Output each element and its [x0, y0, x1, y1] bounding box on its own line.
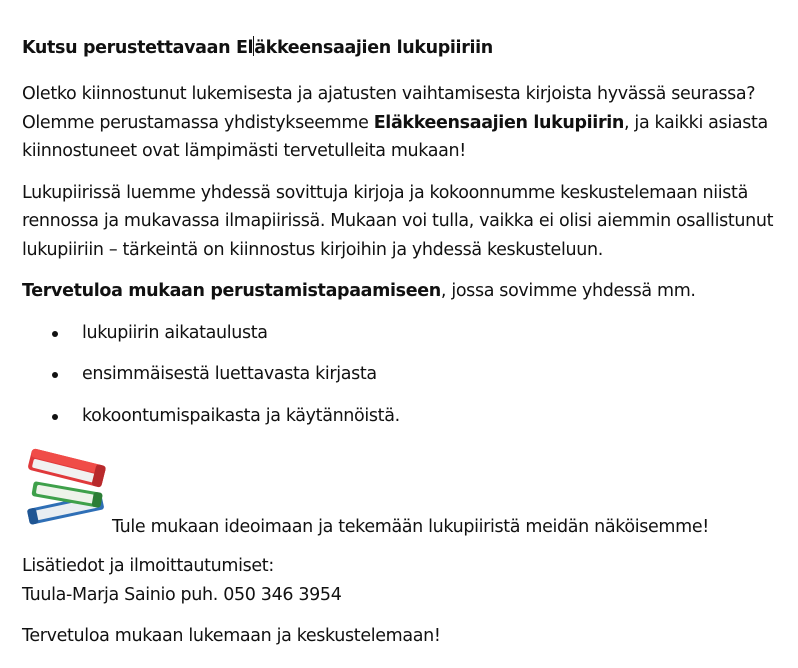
list-item[interactable]	[22, 360, 790, 388]
list-item-text: lukupiirin aikataulusta	[82, 322, 268, 343]
club-name-bold: Eläkkeensaajien lukupiirin	[373, 112, 624, 133]
contact-paragraph[interactable]	[22, 552, 790, 609]
intro-paragraph[interactable]	[22, 80, 790, 166]
meeting-text: , jossa sovimme yhdessä mm.	[440, 281, 696, 301]
contact-person: Tuula-Marja Sainio puh. 050 346 3954	[22, 584, 342, 605]
meeting-paragraph[interactable]	[22, 277, 790, 306]
books-emoji-icon	[22, 443, 112, 533]
list-item[interactable]	[22, 319, 790, 347]
contact-heading: Lisätiedot ja ilmoittautumiset:	[22, 556, 274, 576]
intro-text-start: Oletko kiinnostunut lukemisesta ja ajatusten vaihtamisesta kirjoista hyvässä seurassa? Olemme perustamassa yhdistykseemme	[22, 84, 756, 133]
books-caption[interactable]: Tule mukaan ideoimaan ja tekemään lukupiiristä meidän näköisemme!	[112, 517, 709, 537]
intro-text-end: , ja kaikki asiasta kiinnostuneet ovat lämpimästi tervetulleita mukaan!	[22, 112, 768, 161]
books-line	[22, 443, 790, 535]
bullet-icon	[52, 414, 58, 420]
closing-paragraph[interactable]: Tervetuloa mukaan lukemaan ja keskustelemaan!	[22, 626, 441, 646]
agenda-list	[22, 319, 790, 430]
meeting-invite-bold: Tervetuloa mukaan perustamistapaamiseen	[22, 281, 441, 301]
list-item-text: ensimmäisestä luettavasta kirjasta	[82, 364, 377, 384]
title-text-end: äkkeensaajien lukupiiriin	[254, 38, 493, 58]
bullet-icon	[52, 331, 58, 337]
bullet-icon	[52, 372, 58, 378]
list-item[interactable]	[22, 402, 790, 430]
document-title[interactable]	[22, 34, 790, 62]
title-text-start: Kutsu perustettavaan El	[22, 38, 254, 58]
list-item-text: kokoontumispaikasta ja käytännöistä.	[82, 405, 400, 426]
document-body	[22, 34, 790, 664]
description-paragraph[interactable]: Lukupiirissä luemme yhdessä sovittuja kirjoja ja kokoonnumme keskustelemaan niistä rennossa ja mukavassa ilmapiirissä. Mukaan voi tulla, vaikka ei olisi aiemmin osallistunut lukupiiriin – tärkeintä on kiinnostus kirjoihin ja yhdessä keskusteluun.	[22, 182, 774, 260]
